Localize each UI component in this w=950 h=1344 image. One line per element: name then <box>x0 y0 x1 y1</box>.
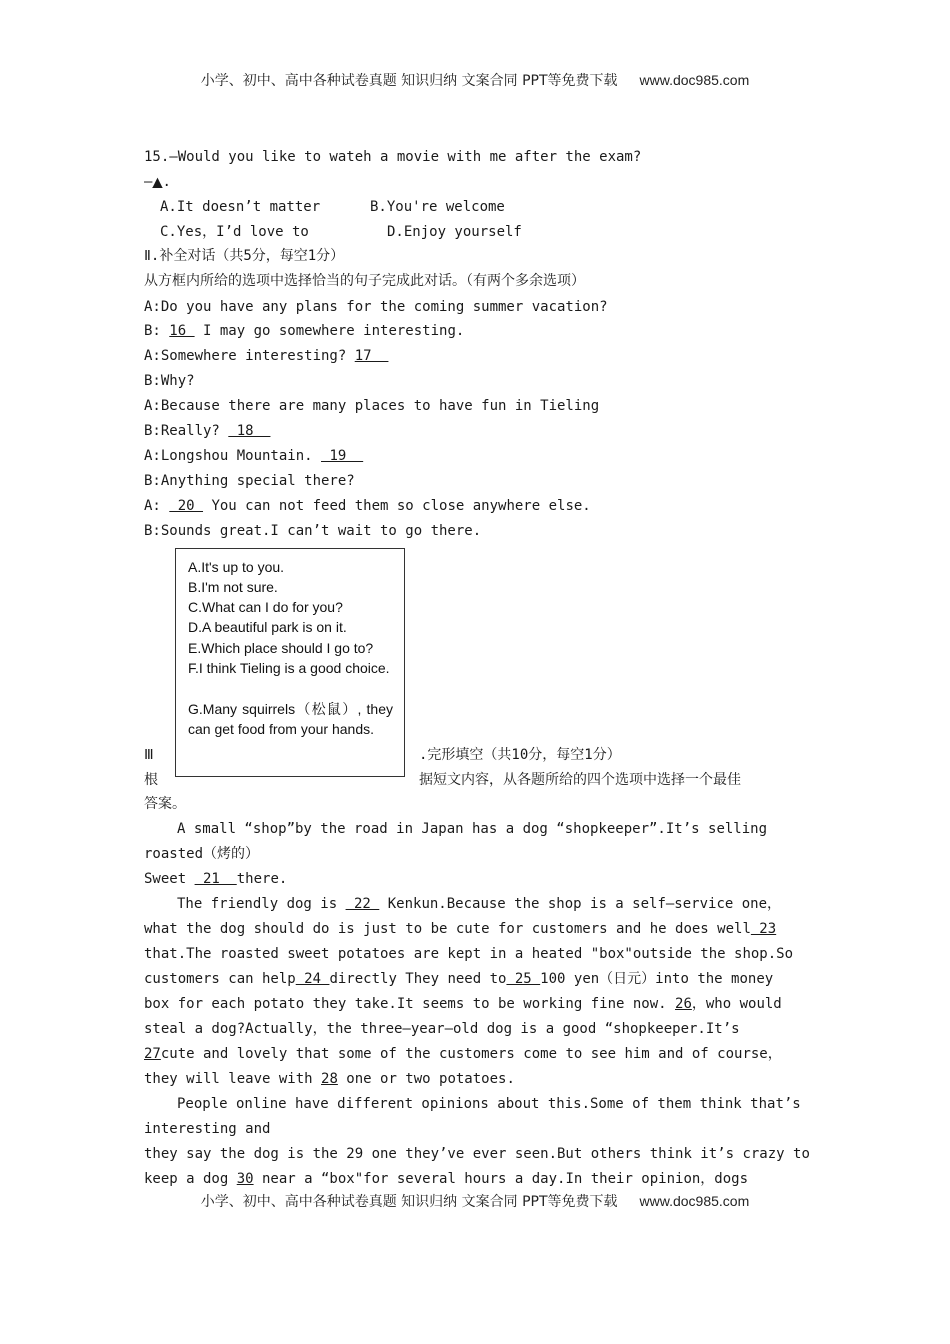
q15-option-c: C.Yes，I’d love to <box>160 224 309 240</box>
passage-line <box>144 1170 748 1188</box>
blank-16: 16 <box>169 323 195 339</box>
blank-25: 25 <box>506 971 541 987</box>
section3-instruction-left: 根 <box>144 772 158 788</box>
dialog-text: You can not feed them so close anywhere else. <box>203 498 591 514</box>
q15-question: 15.—Would you like to wateh a movie with me after the exam? <box>144 149 642 165</box>
q15-period: . <box>162 174 171 190</box>
dialog-text: A:Somewhere interesting? <box>144 348 355 364</box>
passage-line <box>144 1045 782 1063</box>
dialog-text: B: <box>144 323 170 339</box>
page-header <box>0 70 950 90</box>
blank-17: 17 <box>354 348 389 364</box>
blank-22: 22 <box>345 896 380 912</box>
passage-text: they will leave with <box>144 1071 322 1087</box>
passage-line: that.The roasted sweet potatoes are kept in a heated "box"outside the shop.So <box>144 946 794 962</box>
blank-30: 30 <box>236 1171 254 1187</box>
dialog-line <box>144 322 464 340</box>
section2-title: Ⅱ.补全对话（共5分，每空1分） <box>144 248 345 264</box>
footer-text: 小学、初中、高中各种试卷真题 知识归纳 文案合同 PPT等免费下载 <box>200 1194 618 1210</box>
q15-dash: — <box>144 174 153 190</box>
dialog-line <box>144 347 388 365</box>
passage-text: customers can help <box>144 971 296 987</box>
option-g: G.Many squirrels（松鼠）, they can get food from your hands. <box>188 701 393 737</box>
passage-line <box>144 1070 515 1088</box>
section3-title-left: Ⅲ <box>144 747 154 763</box>
passage-line <box>144 995 782 1013</box>
q15-option-d: D.Enjoy yourself <box>387 224 522 240</box>
passage-text: near a “box"for several hours a day.In their opinion，dogs <box>253 1171 749 1187</box>
section3-title: .完形填空（共10分，每空1分） <box>419 747 621 763</box>
option-f: F.I think Tieling is a good choice. <box>188 660 390 676</box>
option-b: B.I'm not sure. <box>188 579 278 595</box>
passage-text: one or two potatoes. <box>337 1071 515 1087</box>
passage-line: roasted（烤的） <box>144 846 260 862</box>
blank-18: 18 <box>228 423 271 439</box>
option-c: C.What can I do for you? <box>188 599 343 615</box>
dialog-line: B:Anything special there? <box>144 473 355 489</box>
section3-instruction-end: 答案。 <box>144 796 186 812</box>
option-d: D.A beautiful park is on it. <box>188 619 347 635</box>
passage-line: A small “shop”by the road in Japan has a dog “shopkeeper”.It’s selling <box>177 821 768 837</box>
passage-line <box>177 895 781 913</box>
dialog-line: B:Sounds great.I can’t wait to go there. <box>144 523 482 539</box>
passage-text: there. <box>236 871 288 887</box>
passage-text: 100 yen（日元）into the money <box>540 971 774 987</box>
footer-url[interactable]: www.doc985.com <box>639 1193 750 1209</box>
blank-26: 26 <box>675 996 692 1012</box>
answer-placeholder-icon: ▲ <box>152 175 163 190</box>
dialog-line: A:Do you have any plans for the coming summer vacation? <box>144 299 608 315</box>
blank-27: 27 <box>144 1046 161 1062</box>
q15-option-b: B.You're welcome <box>370 199 505 215</box>
q15-option-a: A.It doesn’t matter <box>160 199 321 215</box>
blank-28: 28 <box>321 1071 338 1087</box>
dialog-text: B:Really? <box>144 423 229 439</box>
section2-instruction: 从方框内所给的选项中选择恰当的句子完成此对话。（有两个多余选项） <box>144 273 585 289</box>
passage-text: keep a dog <box>144 1171 237 1187</box>
dialog-line <box>144 497 591 515</box>
passage-line: steal a dog?Actually，the three—year—old dog is a good “shopkeeper.It’s <box>144 1021 740 1037</box>
page-footer <box>0 1191 950 1211</box>
dialog-text: A:Longshou Mountain. <box>144 448 322 464</box>
q15-answer-line <box>144 173 171 192</box>
dialog-line <box>144 447 363 465</box>
passage-line: they say the dog is the 29 one they’ve ever seen.But others think it’s crazy to <box>144 1146 810 1162</box>
passage-text: Kenkun.Because the shop is a self—service one， <box>379 896 782 912</box>
blank-20: 20 <box>169 498 204 514</box>
dialog-line <box>144 422 270 440</box>
header-url[interactable]: www.doc985.com <box>639 72 750 88</box>
passage-text: The friendly dog is <box>177 896 346 912</box>
passage-text: cute and lovely that some of the customers come to see him and of course， <box>160 1046 782 1062</box>
dialog-text: A: <box>144 498 170 514</box>
option-a: A.It's up to you. <box>188 559 285 575</box>
passage-text: ，who would <box>691 996 782 1012</box>
passage-line: interesting and <box>144 1121 271 1137</box>
dialog-line: B:Why? <box>144 373 195 389</box>
passage-line: People online have different opinions about this.Some of them think that’s <box>177 1096 801 1112</box>
header-text: 小学、初中、高中各种试卷真题 知识归纳 文案合同 PPT等免费下载 <box>200 73 618 89</box>
dialog-line: A:Because there are many places to have fun in Tieling <box>144 398 600 414</box>
options-box <box>175 548 405 777</box>
passage-text: Sweet <box>144 871 195 887</box>
section3-instruction: 据短文内容，从各题所给的四个选项中选择一个最佳 <box>419 772 741 788</box>
option-e: E.Which place should I go to? <box>188 640 374 656</box>
passage-text: what the dog should do is just to be cute for customers and he does well <box>144 921 751 937</box>
blank-23: 23 <box>750 921 777 937</box>
passage-line <box>144 970 773 988</box>
blank-21: 21 <box>194 871 237 887</box>
passage-line <box>144 920 776 938</box>
passage-line <box>144 870 287 888</box>
passage-text: directly They need to <box>329 971 507 987</box>
blank-24: 24 <box>295 971 330 987</box>
passage-text: box for each potato they take.It seems to be working fine now. <box>144 996 676 1012</box>
blank-19: 19 <box>321 448 364 464</box>
dialog-text: I may go somewhere interesting. <box>194 323 465 339</box>
